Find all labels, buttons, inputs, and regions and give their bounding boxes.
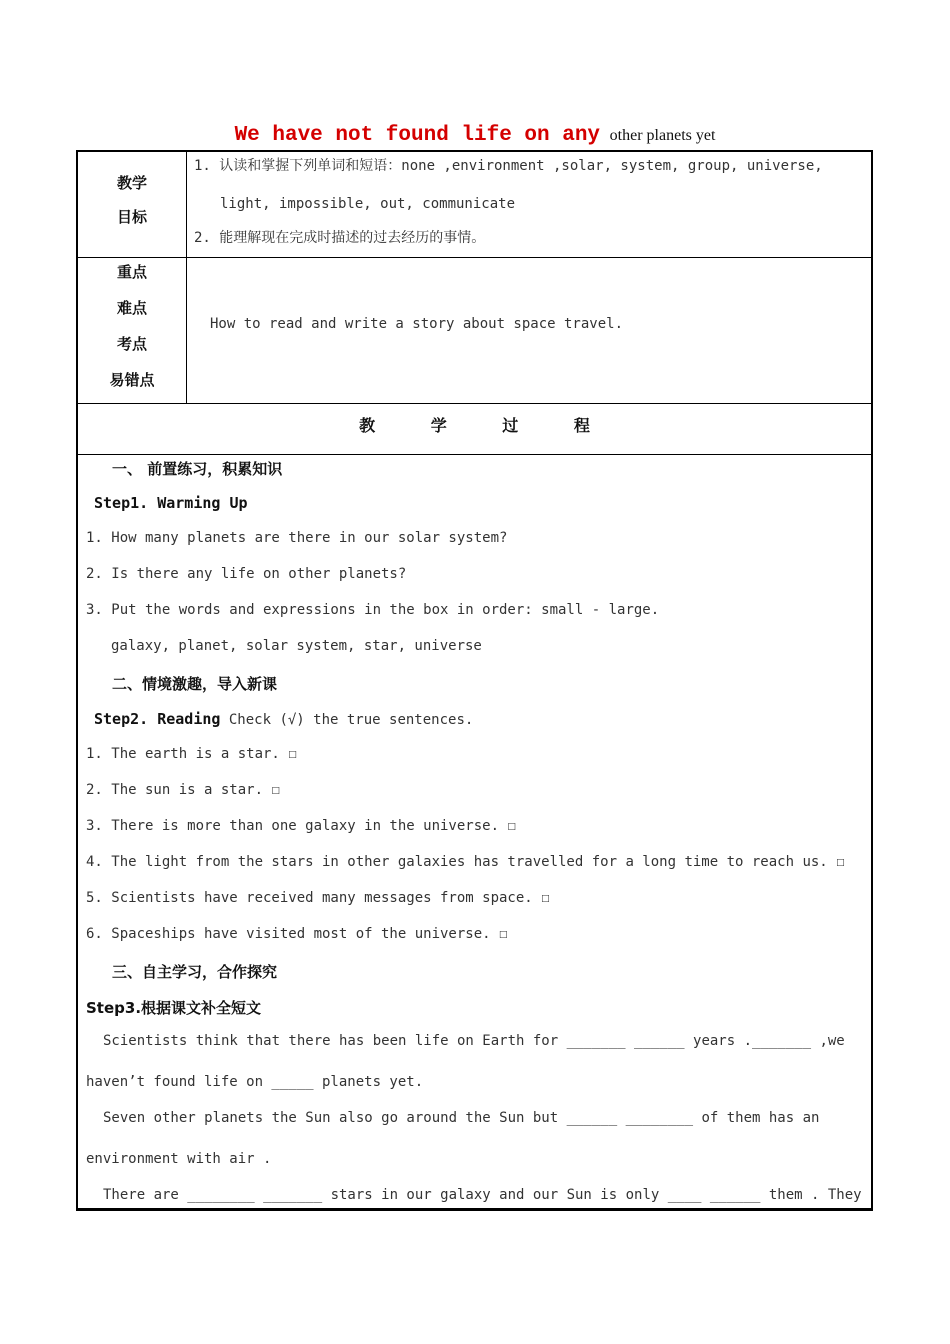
- focus-label-mistake: 易错点: [109, 371, 155, 389]
- word-box-items: galaxy, planet, solar system, star, universe: [111, 638, 482, 654]
- question-2: 2. Is there any life on other planets?: [86, 566, 407, 582]
- content-cell: [76, 454, 873, 1211]
- focus-label-difficult: 难点: [116, 299, 147, 317]
- statement-1[interactable]: 1. The earth is a star. ☐: [86, 746, 297, 762]
- process-heading-row: [76, 403, 873, 455]
- title-main: We have not found life on any: [234, 124, 601, 147]
- statement-4[interactable]: 4. The light from the stars in other galaxies has travelled for a long time to reach us. ☐: [86, 854, 845, 870]
- step1-heading: Step1. Warming Up: [94, 494, 248, 512]
- question-1: 1. How many planets are there in our solar system?: [86, 530, 508, 546]
- question-3: 3. Put the words and expressions in the box in order: small - large.: [86, 602, 660, 618]
- section-1-heading: 一、 前置练习，积累知识: [112, 460, 283, 478]
- objectives-label-1: 教学: [116, 174, 147, 192]
- focus-label-cell: [78, 257, 187, 403]
- paragraph-1-line-1: Scientists think that there has been life on Earth for _______ ______ years ._______ ,we: [103, 1033, 845, 1049]
- paragraph-3-line-1: There are ________ _______ stars in our galaxy and our Sun is only ____ ______ them . They: [103, 1187, 862, 1203]
- process-heading: 教 学 过 程: [359, 416, 590, 435]
- objectives-line-3: 2. 能理解现在完成时描述的过去经历的事情。: [194, 230, 486, 246]
- section-3-heading: 三、自主学习，合作探究: [112, 963, 278, 981]
- step2-instruction: Check (√) the true sentences.: [228, 712, 474, 728]
- section-2-heading: 二、情境激趣，导入新课: [112, 675, 278, 693]
- step2-label: Step2. Reading: [94, 710, 221, 728]
- paragraph-1-line-2: haven’t found life on _____ planets yet.: [86, 1074, 424, 1090]
- statement-6[interactable]: 6. Spaceships have visited most of the universe. ☐: [86, 926, 508, 942]
- objectives-label-2: 目标: [116, 208, 147, 226]
- statement-3[interactable]: 3. There is more than one galaxy in the universe. ☐: [86, 818, 516, 834]
- objectives-row: [76, 150, 873, 258]
- paragraph-2-line-1: Seven other planets the Sun also go around the Sun but ______ ________ of them has an: [103, 1110, 820, 1126]
- step3-heading: Step3.根据课文补全短文: [86, 999, 262, 1017]
- objectives-line-1: 1. 认读和掌握下列单词和短语：none ,environment ,solar, system, group, universe,: [194, 158, 823, 174]
- focus-text: How to read and write a story about space travel.: [210, 316, 624, 332]
- objectives-label-cell: [78, 152, 187, 257]
- document-title: [0, 124, 950, 147]
- statement-5[interactable]: 5. Scientists have received many messages from space. ☐: [86, 890, 550, 906]
- paragraph-2-line-2: environment with air .: [86, 1151, 272, 1167]
- focus-row: [76, 257, 873, 404]
- statement-2[interactable]: 2. The sun is a star. ☐: [86, 782, 280, 798]
- step2-line: [94, 710, 473, 728]
- focus-label-exam: 考点: [116, 335, 147, 353]
- focus-label-key: 重点: [116, 263, 147, 281]
- title-rest: other planets yet: [609, 127, 716, 144]
- objectives-line-2: light, impossible, out, communicate: [220, 196, 516, 212]
